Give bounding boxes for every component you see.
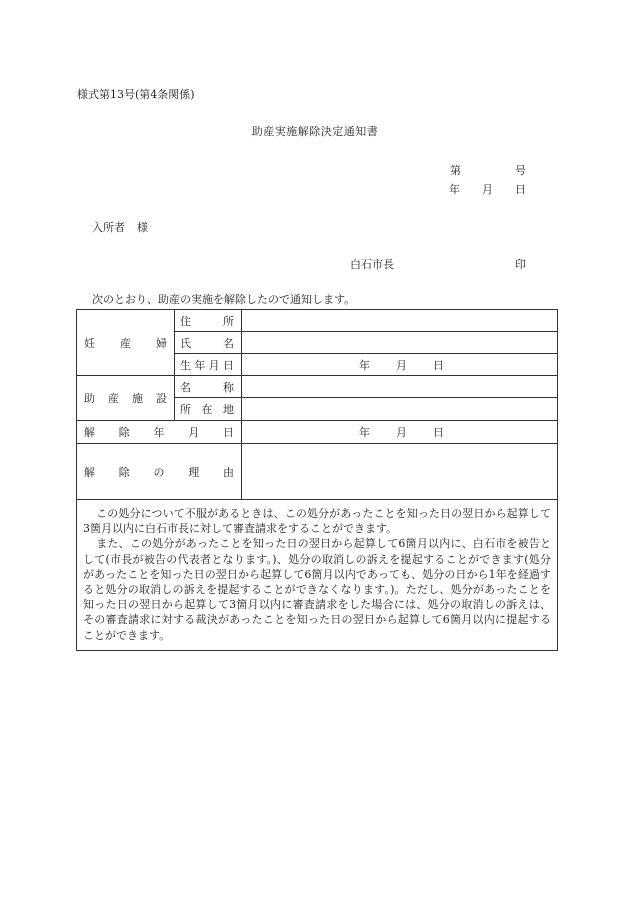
date-year-label: 年 [449, 183, 460, 196]
release-date-field[interactable]: 年 月 日 [242, 421, 558, 444]
birthdate-label: 生 年 月 日 [175, 354, 242, 376]
intro-text: 次のとおり、助産の実施を解除したので通知します。 [92, 293, 356, 306]
number-prefix: 第 [450, 164, 461, 177]
issuer-title: 白石市長 [350, 258, 394, 271]
facility-location-field[interactable] [242, 398, 558, 421]
document-number-line [450, 162, 526, 178]
release-reason-label: 解 除 の 理 由 [77, 444, 242, 500]
number-suffix: 号 [515, 164, 526, 177]
appeal-notice [77, 500, 558, 651]
birthdate-field[interactable]: 年 月 日 [242, 354, 558, 376]
facility-name-field[interactable] [242, 376, 558, 398]
table-row [77, 421, 558, 444]
document-title: 助産実施解除決定通知書 [251, 125, 379, 138]
recipient-line [92, 219, 148, 235]
name-field[interactable] [242, 332, 558, 354]
table-row [77, 310, 558, 332]
name-label: 氏 名 [175, 332, 242, 354]
appeal-notice-paragraph-2: また、この処分があったことを知った日の翌日から起算して6箇月以内に、白石市を被告として(市長が被告の代表者となります。)、処分の取消しの訴えを提起することができます(処分があったことを知った日の翌日から起算して6箇月以内であっても、処分の日から1年を経過すると処分の取消しの訴えを提起することができなくなります。)。ただし、処分があったことを知った日の翌日から起算して3箇月以内に審査請求をした場合には、処分の取消しの訴えは、その審査請求に対する裁決があったことを知った日の翌日から起算して6箇月以内に提起することができます。 [83, 537, 551, 642]
facility-location-label: 所 在 地 [175, 398, 242, 421]
document-date-line [439, 181, 526, 197]
table-row [77, 500, 558, 651]
appeal-notice-paragraph-1: この処分について不服があるときは、この処分があったことを知った日の翌日から起算して3箇月以内に白石市長に対して審査請求をすることができます。 [83, 507, 551, 536]
date-month-label: 月 [482, 183, 493, 196]
recipient-label: 入所者 [92, 221, 125, 234]
release-reason-field[interactable] [242, 444, 558, 500]
seal-mark: 印 [515, 258, 526, 271]
table-row [77, 444, 558, 500]
recipient-honorific: 様 [137, 221, 148, 234]
facility-name-label: 名 称 [175, 376, 242, 398]
table-row [77, 376, 558, 398]
release-date-label: 解 除 年 月 日 [77, 421, 242, 444]
date-day-label: 日 [515, 183, 526, 196]
address-label: 住 所 [175, 310, 242, 332]
notice-form-table [76, 309, 558, 651]
form-number: 様式第13号(第4条関係) [77, 88, 195, 101]
pregnant-woman-group-label: 妊 産 婦 [77, 310, 175, 376]
facility-group-label: 助 産 施 設 [77, 376, 175, 421]
address-field[interactable] [242, 310, 558, 332]
